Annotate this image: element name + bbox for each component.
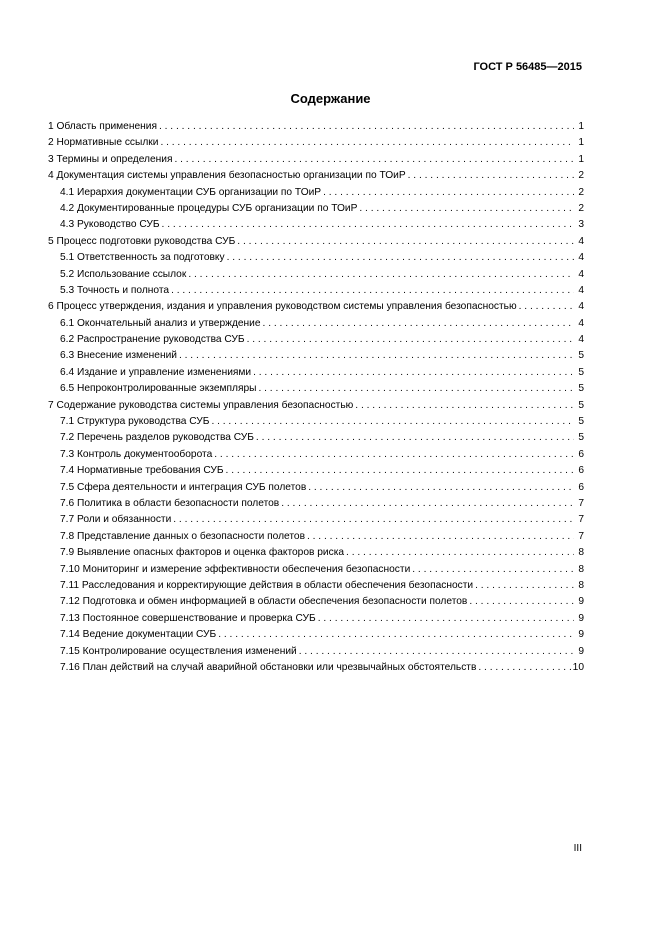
toc-leader-dots <box>408 168 574 184</box>
toc-entry[interactable] <box>48 332 584 348</box>
toc-entry[interactable] <box>48 381 584 397</box>
toc-entry-page: 8 <box>578 563 584 575</box>
toc-entry-label: 7.4 Нормативные требования СУБ <box>60 465 224 477</box>
toc-entry[interactable] <box>48 447 584 463</box>
toc-entry[interactable] <box>48 480 584 496</box>
toc-entry[interactable] <box>48 348 584 364</box>
toc-entry[interactable] <box>48 463 584 479</box>
toc-entry[interactable] <box>48 644 584 660</box>
toc-entry-page: 4 <box>578 317 584 329</box>
toc-entry-label: 7.14 Ведение документации СУБ <box>60 629 217 641</box>
toc-entry-label: 6.1 Окончательный анализ и утверждение <box>60 317 261 329</box>
toc-entry-page: 7 <box>578 530 584 542</box>
toc-leader-dots <box>323 185 574 201</box>
toc-leader-dots <box>171 283 574 299</box>
toc-entry-page: 5 <box>578 383 584 395</box>
toc-leader-dots <box>159 119 574 135</box>
toc-entry-label: 6 Процесс утверждения, издания и управления руководством системы управления безопасностью <box>48 301 517 313</box>
toc-entry[interactable] <box>48 594 584 610</box>
toc-entry-label: 7.12 Подготовка и обмен информацией в области обеспечения безопасности полетов <box>60 596 468 608</box>
toc-entry-label: 4 Документация системы управления безопасностью организации по ТОиР <box>48 170 406 182</box>
toc-entry-page: 5 <box>578 366 584 378</box>
toc-entry-page: 9 <box>578 612 584 624</box>
toc-entry-page: 7 <box>578 514 584 526</box>
toc-leader-dots <box>162 217 574 233</box>
toc-entry-label: 7.9 Выявление опасных факторов и оценка факторов риска <box>60 547 345 559</box>
toc-leader-dots <box>179 348 574 364</box>
toc-leader-dots <box>174 152 574 168</box>
toc-entry-page: 5 <box>578 416 584 428</box>
toc-entry-page: 9 <box>578 596 584 608</box>
toc-leader-dots <box>281 496 574 512</box>
toc-leader-dots <box>475 578 574 594</box>
toc-leader-dots <box>299 644 574 660</box>
toc-entry-label: 7.6 Политика в области безопасности полетов <box>60 497 280 509</box>
toc-entry-label: 6.2 Распространение руководства СУБ <box>60 334 245 346</box>
toc-leader-dots <box>256 430 574 446</box>
toc-entry[interactable] <box>48 185 584 201</box>
toc-entry-page: 6 <box>578 481 584 493</box>
toc-entry-page: 5 <box>578 350 584 362</box>
toc-entry-page: 9 <box>578 645 584 657</box>
toc-leader-dots <box>258 381 574 397</box>
toc-entry-page: 1 <box>578 153 584 165</box>
toc-entry[interactable] <box>48 283 584 299</box>
toc-leader-dots <box>211 414 574 430</box>
toc-leader-dots <box>308 480 574 496</box>
document-number: ГОСТ Р 56485—2015 <box>473 61 582 73</box>
toc-entry[interactable] <box>48 529 584 545</box>
toc-leader-dots <box>519 299 574 315</box>
toc-entry-label: 7.10 Мониторинг и измерение эффективности обеспечения безопасности <box>60 563 411 575</box>
toc-entry-label: 7.3 Контроль документооборота <box>60 448 213 460</box>
toc-entry[interactable] <box>48 414 584 430</box>
toc-entry[interactable] <box>48 299 584 315</box>
toc-entry[interactable] <box>48 234 584 250</box>
toc-entry-page: 8 <box>578 547 584 559</box>
toc-entry[interactable] <box>48 398 584 414</box>
toc-title: Содержание <box>290 91 371 106</box>
toc-entry-page: 1 <box>578 137 584 149</box>
page-number: III <box>573 843 582 854</box>
toc-entry-page: 2 <box>578 186 584 198</box>
toc-entry[interactable] <box>48 660 584 676</box>
toc-entry-label: 7.1 Структура руководства СУБ <box>60 416 210 428</box>
toc-entry[interactable] <box>48 119 584 135</box>
toc-leader-dots <box>247 332 574 348</box>
toc-entry-page: 6 <box>578 448 584 460</box>
toc-entry-label: 7.7 Роли и обязанности <box>60 514 172 526</box>
toc-entry-page: 2 <box>578 202 584 214</box>
toc-leader-dots <box>227 250 574 266</box>
toc-entry-label: 5.3 Точность и полнота <box>60 284 170 296</box>
toc-entry[interactable] <box>48 267 584 283</box>
toc-entry-page: 9 <box>578 629 584 641</box>
toc-leader-dots <box>253 365 574 381</box>
toc-entry-label: 5 Процесс подготовки руководства СУБ <box>48 235 236 247</box>
toc-leader-dots <box>355 398 574 414</box>
toc-entry[interactable] <box>48 217 584 233</box>
toc-entry-label: 3 Термины и определения <box>48 153 173 165</box>
toc-leader-dots <box>237 234 574 250</box>
toc-leader-dots <box>188 267 574 283</box>
toc-entry-label: 5.1 Ответственность за подготовку <box>60 252 225 264</box>
toc-entry-label: 7.16 План действий на случай аварийной обстановки или чрезвычайных обстоятельств <box>60 661 477 673</box>
toc-entry-page: 10 <box>572 661 584 673</box>
toc-leader-dots <box>318 611 574 627</box>
toc-entry-label: 4.1 Иерархия документации СУБ организации по ТОиР <box>60 186 322 198</box>
toc-leader-dots <box>160 135 574 151</box>
toc-entry-label: 6.3 Внесение изменений <box>60 350 177 362</box>
toc-entry-page: 4 <box>578 284 584 296</box>
toc-entry[interactable] <box>48 365 584 381</box>
toc-entry[interactable] <box>48 250 584 266</box>
toc-entry-page: 4 <box>578 268 584 280</box>
toc-entry[interactable] <box>48 496 584 512</box>
toc-leader-dots <box>346 545 574 561</box>
toc-entry-label: 6.4 Издание и управление изменениями <box>60 366 252 378</box>
toc-entry-label: 5.2 Использование ссылок <box>60 268 187 280</box>
toc-entry[interactable] <box>48 627 584 643</box>
toc-entry-label: 7.8 Представление данных о безопасности полетов <box>60 530 305 542</box>
table-of-contents <box>48 119 584 676</box>
toc-entry-page: 5 <box>578 399 584 411</box>
toc-entry-label: 1 Область применения <box>48 121 157 132</box>
toc-entry[interactable] <box>48 316 584 332</box>
toc-entry[interactable] <box>48 545 584 561</box>
toc-entry-page: 3 <box>578 219 584 231</box>
toc-leader-dots <box>173 512 574 528</box>
toc-entry-page: 8 <box>578 579 584 591</box>
toc-entry[interactable] <box>48 201 584 217</box>
toc-entry[interactable] <box>48 512 584 528</box>
toc-entry-page: 2 <box>578 170 584 182</box>
toc-leader-dots <box>478 660 570 676</box>
toc-leader-dots <box>218 627 574 643</box>
toc-entry-label: 7 Содержание руководства системы управления безопасностью <box>48 399 354 411</box>
toc-entry[interactable] <box>48 611 584 627</box>
toc-entry-page: 1 <box>578 121 584 132</box>
toc-entry-label: 7.13 Постоянное совершенствование и проверка СУБ <box>60 612 316 624</box>
toc-entry-label: 4.2 Документированные процедуры СУБ организации по ТОиР <box>60 202 358 214</box>
toc-entry-page: 4 <box>578 301 584 313</box>
toc-entry-label: 7.15 Контролирование осуществления изменений <box>60 645 297 657</box>
toc-entry-page: 4 <box>578 252 584 264</box>
toc-leader-dots <box>263 316 574 332</box>
toc-entry[interactable] <box>48 578 584 594</box>
toc-entry-page: 4 <box>578 334 584 346</box>
toc-leader-dots <box>307 529 574 545</box>
toc-entry-page: 4 <box>578 235 584 247</box>
toc-entry-label: 7.2 Перечень разделов руководства СУБ <box>60 432 254 444</box>
toc-leader-dots <box>469 594 574 610</box>
toc-entry-page: 6 <box>578 465 584 477</box>
toc-entry-label: 7.5 Сфера деятельности и интеграция СУБ полетов <box>60 481 307 493</box>
toc-entry-label: 2 Нормативные ссылки <box>48 137 159 149</box>
toc-entry[interactable] <box>48 168 584 184</box>
toc-leader-dots <box>214 447 574 463</box>
toc-leader-dots <box>226 463 574 479</box>
toc-entry[interactable] <box>48 152 584 168</box>
toc-entry[interactable] <box>48 562 584 578</box>
toc-entry-label: 4.3 Руководство СУБ <box>60 219 160 231</box>
toc-entry[interactable] <box>48 135 584 151</box>
toc-entry-page: 5 <box>578 432 584 444</box>
toc-entry-label: 6.5 Непроконтролированные экземпляры <box>60 383 257 395</box>
toc-leader-dots <box>359 201 574 217</box>
toc-entry-page: 7 <box>578 497 584 509</box>
toc-entry[interactable] <box>48 430 584 446</box>
toc-entry-label: 7.11 Расследования и корректирующие действия в области обеспечения безопасности <box>60 579 474 591</box>
toc-leader-dots <box>412 562 574 578</box>
